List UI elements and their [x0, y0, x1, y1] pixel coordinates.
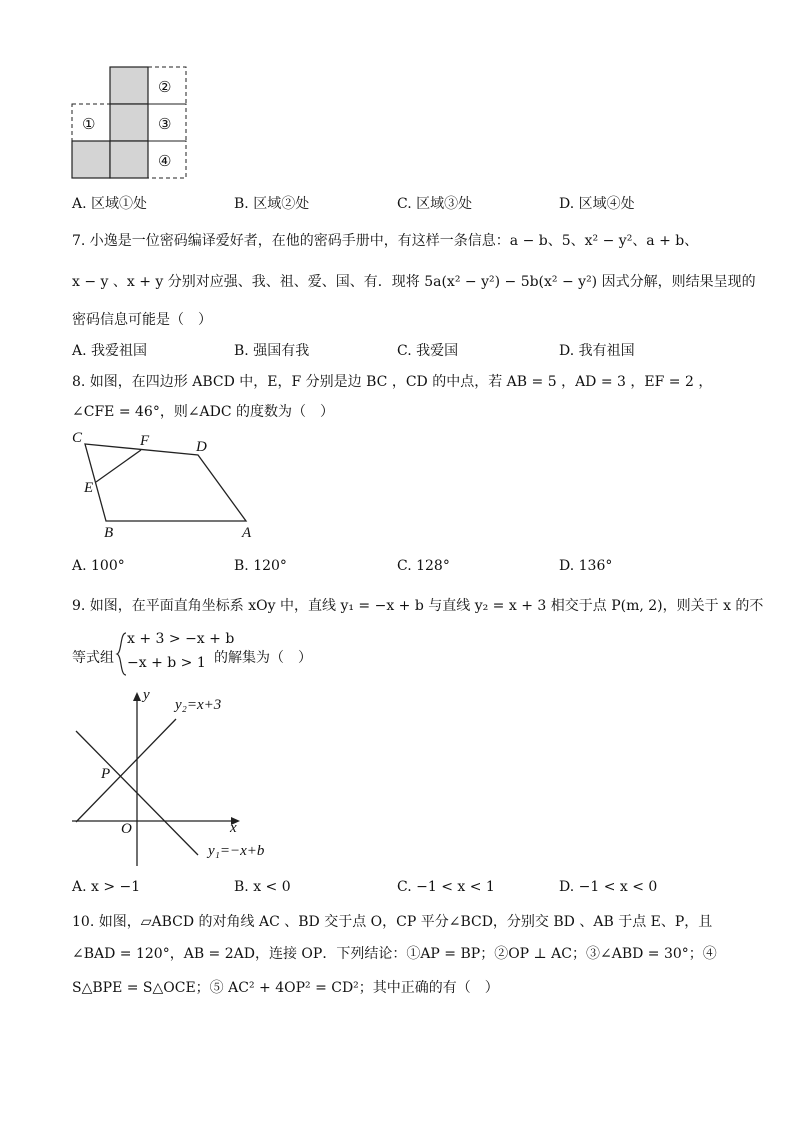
point-b-label: B [104, 525, 114, 541]
q8-option-b[interactable]: B. 120° [234, 558, 287, 574]
x-axis-label: x [230, 820, 237, 836]
q10-line-2: ∠BAD = 120°，AB = 2AD，连接 OP．下列结论：①AP = BP；②OP ⊥ AC；③∠ABD = 30°；④ [72, 946, 717, 962]
q8-option-d[interactable]: D. 136° [559, 558, 613, 574]
q6-option-d[interactable]: D. 区域④处 [559, 196, 635, 212]
q8-line-2: ∠CFE = 46°，则∠ADC 的度数为（ ） [72, 404, 335, 420]
q9-line-1: 9. 如图，在平面直角坐标系 xOy 中，直线 y₁ = −x + b 与直线 y₂ = x + 3 相交于点 P(m, 2)，则关于 x 的不 [72, 598, 764, 614]
region-4-label: ④ [158, 152, 172, 170]
y-axis-arrow [133, 692, 141, 701]
q9-option-b[interactable]: B. x < 0 [234, 879, 291, 895]
point-e-label: E [84, 480, 94, 496]
q9-line-2-prefix: 等式组 [72, 650, 114, 666]
q7-line-1: 7. 小逸是一位密码编译爱好者，在他的密码手册中，有这样一条信息：a − b、5、x² − y²、a + b、 [72, 233, 699, 249]
q7-option-a[interactable]: A. 我爱祖国 [72, 343, 148, 359]
y-axis-label: y [143, 687, 150, 703]
q7-option-c[interactable]: C. 我爱国 [397, 343, 459, 359]
q7-line-2: x − y 、x + y 分别对应强、我、祖、爱、国、有．现将 5a(x² − y²) − 5b(x² − y²) 因式分解，则结果呈现的 [72, 274, 756, 290]
system-row-2: −x + b > 1 [127, 655, 206, 671]
line-y2 [76, 719, 176, 822]
q7-option-b[interactable]: B. 强国有我 [234, 343, 310, 359]
point-f-label: F [140, 433, 150, 449]
q7-line-3: 密码信息可能是（ ） [72, 312, 212, 328]
point-d-label: D [196, 439, 207, 455]
point-a-label: A [242, 525, 252, 541]
region-3-label: ③ [158, 115, 172, 133]
point-c-label: C [72, 430, 83, 446]
q10-line-1: 10. 如图，▱ABCD 的对角线 AC 、BD 交于点 O，CP 平分∠BCD，分别交 BD 、AB 于点 E、P，且 [72, 914, 713, 930]
region-2-label: ② [158, 78, 172, 96]
q6-option-a[interactable]: A. 区域①处 [72, 196, 148, 212]
q7-option-d[interactable]: D. 我有祖国 [559, 343, 635, 359]
q6-option-b[interactable]: B. 区域②处 [234, 196, 310, 212]
q6-option-c[interactable]: C. 区域③处 [397, 196, 473, 212]
origin-label: O [121, 821, 132, 837]
q9-option-a[interactable]: A. x > −1 [72, 879, 141, 895]
line-y1-label: y₁=−x+b [208, 843, 265, 859]
q9-option-c[interactable]: C. −1 < x < 1 [397, 879, 495, 895]
q8-line-1: 8. 如图，在四边形 ABCD 中，E，F 分别是边 BC ，CD 的中点，若 AB = 5 ，AD = 3 ，EF = 2 ， [72, 374, 713, 390]
q8-option-c[interactable]: C. 128° [397, 558, 450, 574]
region-1-label: ① [82, 115, 96, 133]
q9-option-d[interactable]: D. −1 < x < 0 [559, 879, 658, 895]
point-p-label: P [101, 766, 111, 782]
q10-line-3: S△BPE = S△OCE；⑤ AC² + 4OP² = CD²；其中正确的有（ ） [72, 980, 499, 996]
line-y2-label: y₂=x+3 [175, 697, 222, 713]
system-row-1: x + 3 > −x + b [127, 631, 235, 647]
q9-line-2-suffix: 的解集为（ ） [214, 650, 312, 666]
q8-option-a[interactable]: A. 100° [72, 558, 125, 574]
